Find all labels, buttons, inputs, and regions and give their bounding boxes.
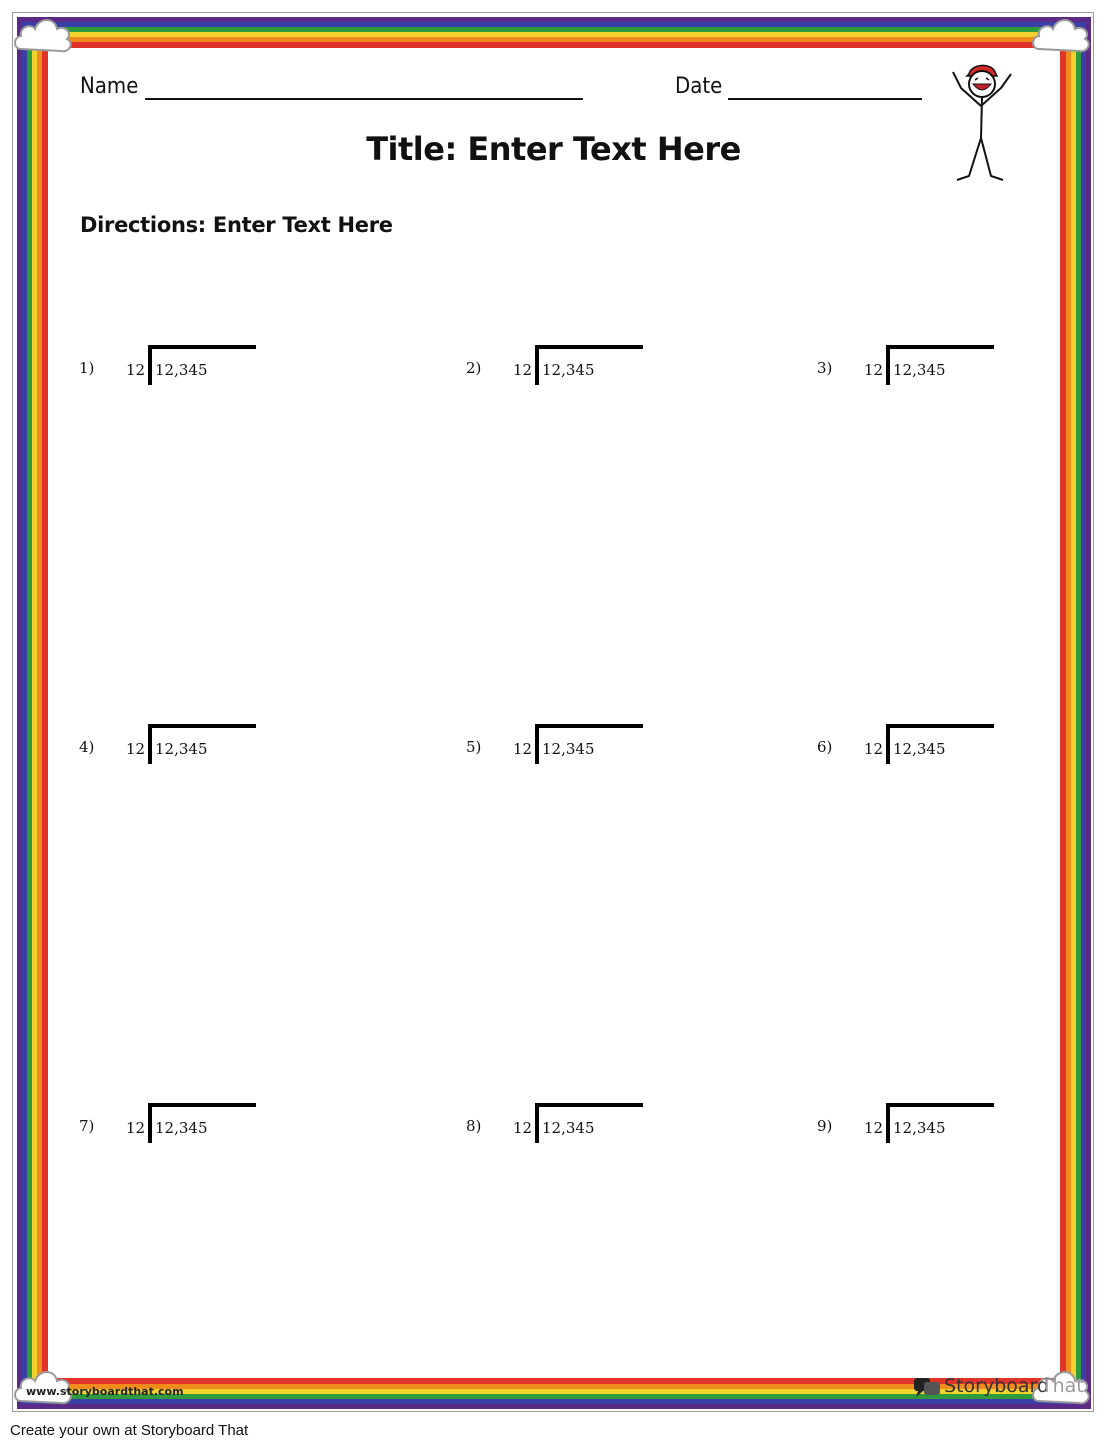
problem-number: 6) (817, 738, 833, 756)
divisor: 12 (126, 740, 146, 758)
dividend: 12,345 (542, 1119, 595, 1137)
website-watermark: www.storyboardthat.com (26, 1385, 184, 1398)
worksheet-title[interactable]: Title: Enter Text Here (366, 130, 741, 168)
problem-4 (79, 724, 319, 774)
problem-7 (79, 1103, 319, 1153)
create-your-own-caption[interactable]: Create your own at Storyboard That (10, 1422, 249, 1439)
cloud-icon (12, 12, 77, 59)
name-label: Name (80, 74, 139, 99)
dividend: 12,345 (893, 740, 946, 758)
dividend: 12,345 (155, 361, 208, 379)
problem-number: 2) (466, 359, 482, 377)
dividend: 12,345 (155, 740, 208, 758)
problem-8 (466, 1103, 706, 1153)
date-line[interactable] (728, 98, 922, 100)
dividend: 12,345 (542, 361, 595, 379)
problem-1 (79, 345, 319, 395)
brand-that: That (1041, 1375, 1084, 1397)
dividend: 12,345 (542, 740, 595, 758)
dividend: 12,345 (893, 1119, 946, 1137)
cloud-icon (1029, 12, 1094, 59)
problem-number: 3) (817, 359, 833, 377)
divisor: 12 (513, 740, 533, 758)
divisor: 12 (864, 361, 884, 379)
problem-number: 7) (79, 1117, 95, 1135)
problem-5 (466, 724, 706, 774)
divisor: 12 (513, 1119, 533, 1137)
dividend: 12,345 (155, 1119, 208, 1137)
divisor: 12 (864, 740, 884, 758)
divisor: 12 (126, 361, 146, 379)
problem-6 (817, 724, 1057, 774)
divisor: 12 (513, 361, 533, 379)
speech-bubble-icon (912, 1376, 942, 1398)
problem-number: 1) (79, 359, 95, 377)
divisor: 12 (126, 1119, 146, 1137)
dividend: 12,345 (893, 361, 946, 379)
date-label: Date (675, 74, 723, 99)
storyboardthat-logo (912, 1374, 1082, 1400)
worksheet-directions[interactable]: Directions: Enter Text Here (80, 213, 393, 237)
worksheet-paper (53, 53, 1053, 1373)
problem-3 (817, 345, 1057, 395)
problem-number: 9) (817, 1117, 833, 1135)
problem-number: 5) (466, 738, 482, 756)
stick-figure-icon (945, 60, 1015, 190)
brand-storyboard: Storyboard (944, 1375, 1050, 1397)
divisor: 12 (864, 1119, 884, 1137)
name-line[interactable] (145, 98, 583, 100)
problem-9 (817, 1103, 1057, 1153)
problem-number: 8) (466, 1117, 482, 1135)
problem-number: 4) (79, 738, 95, 756)
problem-2 (466, 345, 706, 395)
